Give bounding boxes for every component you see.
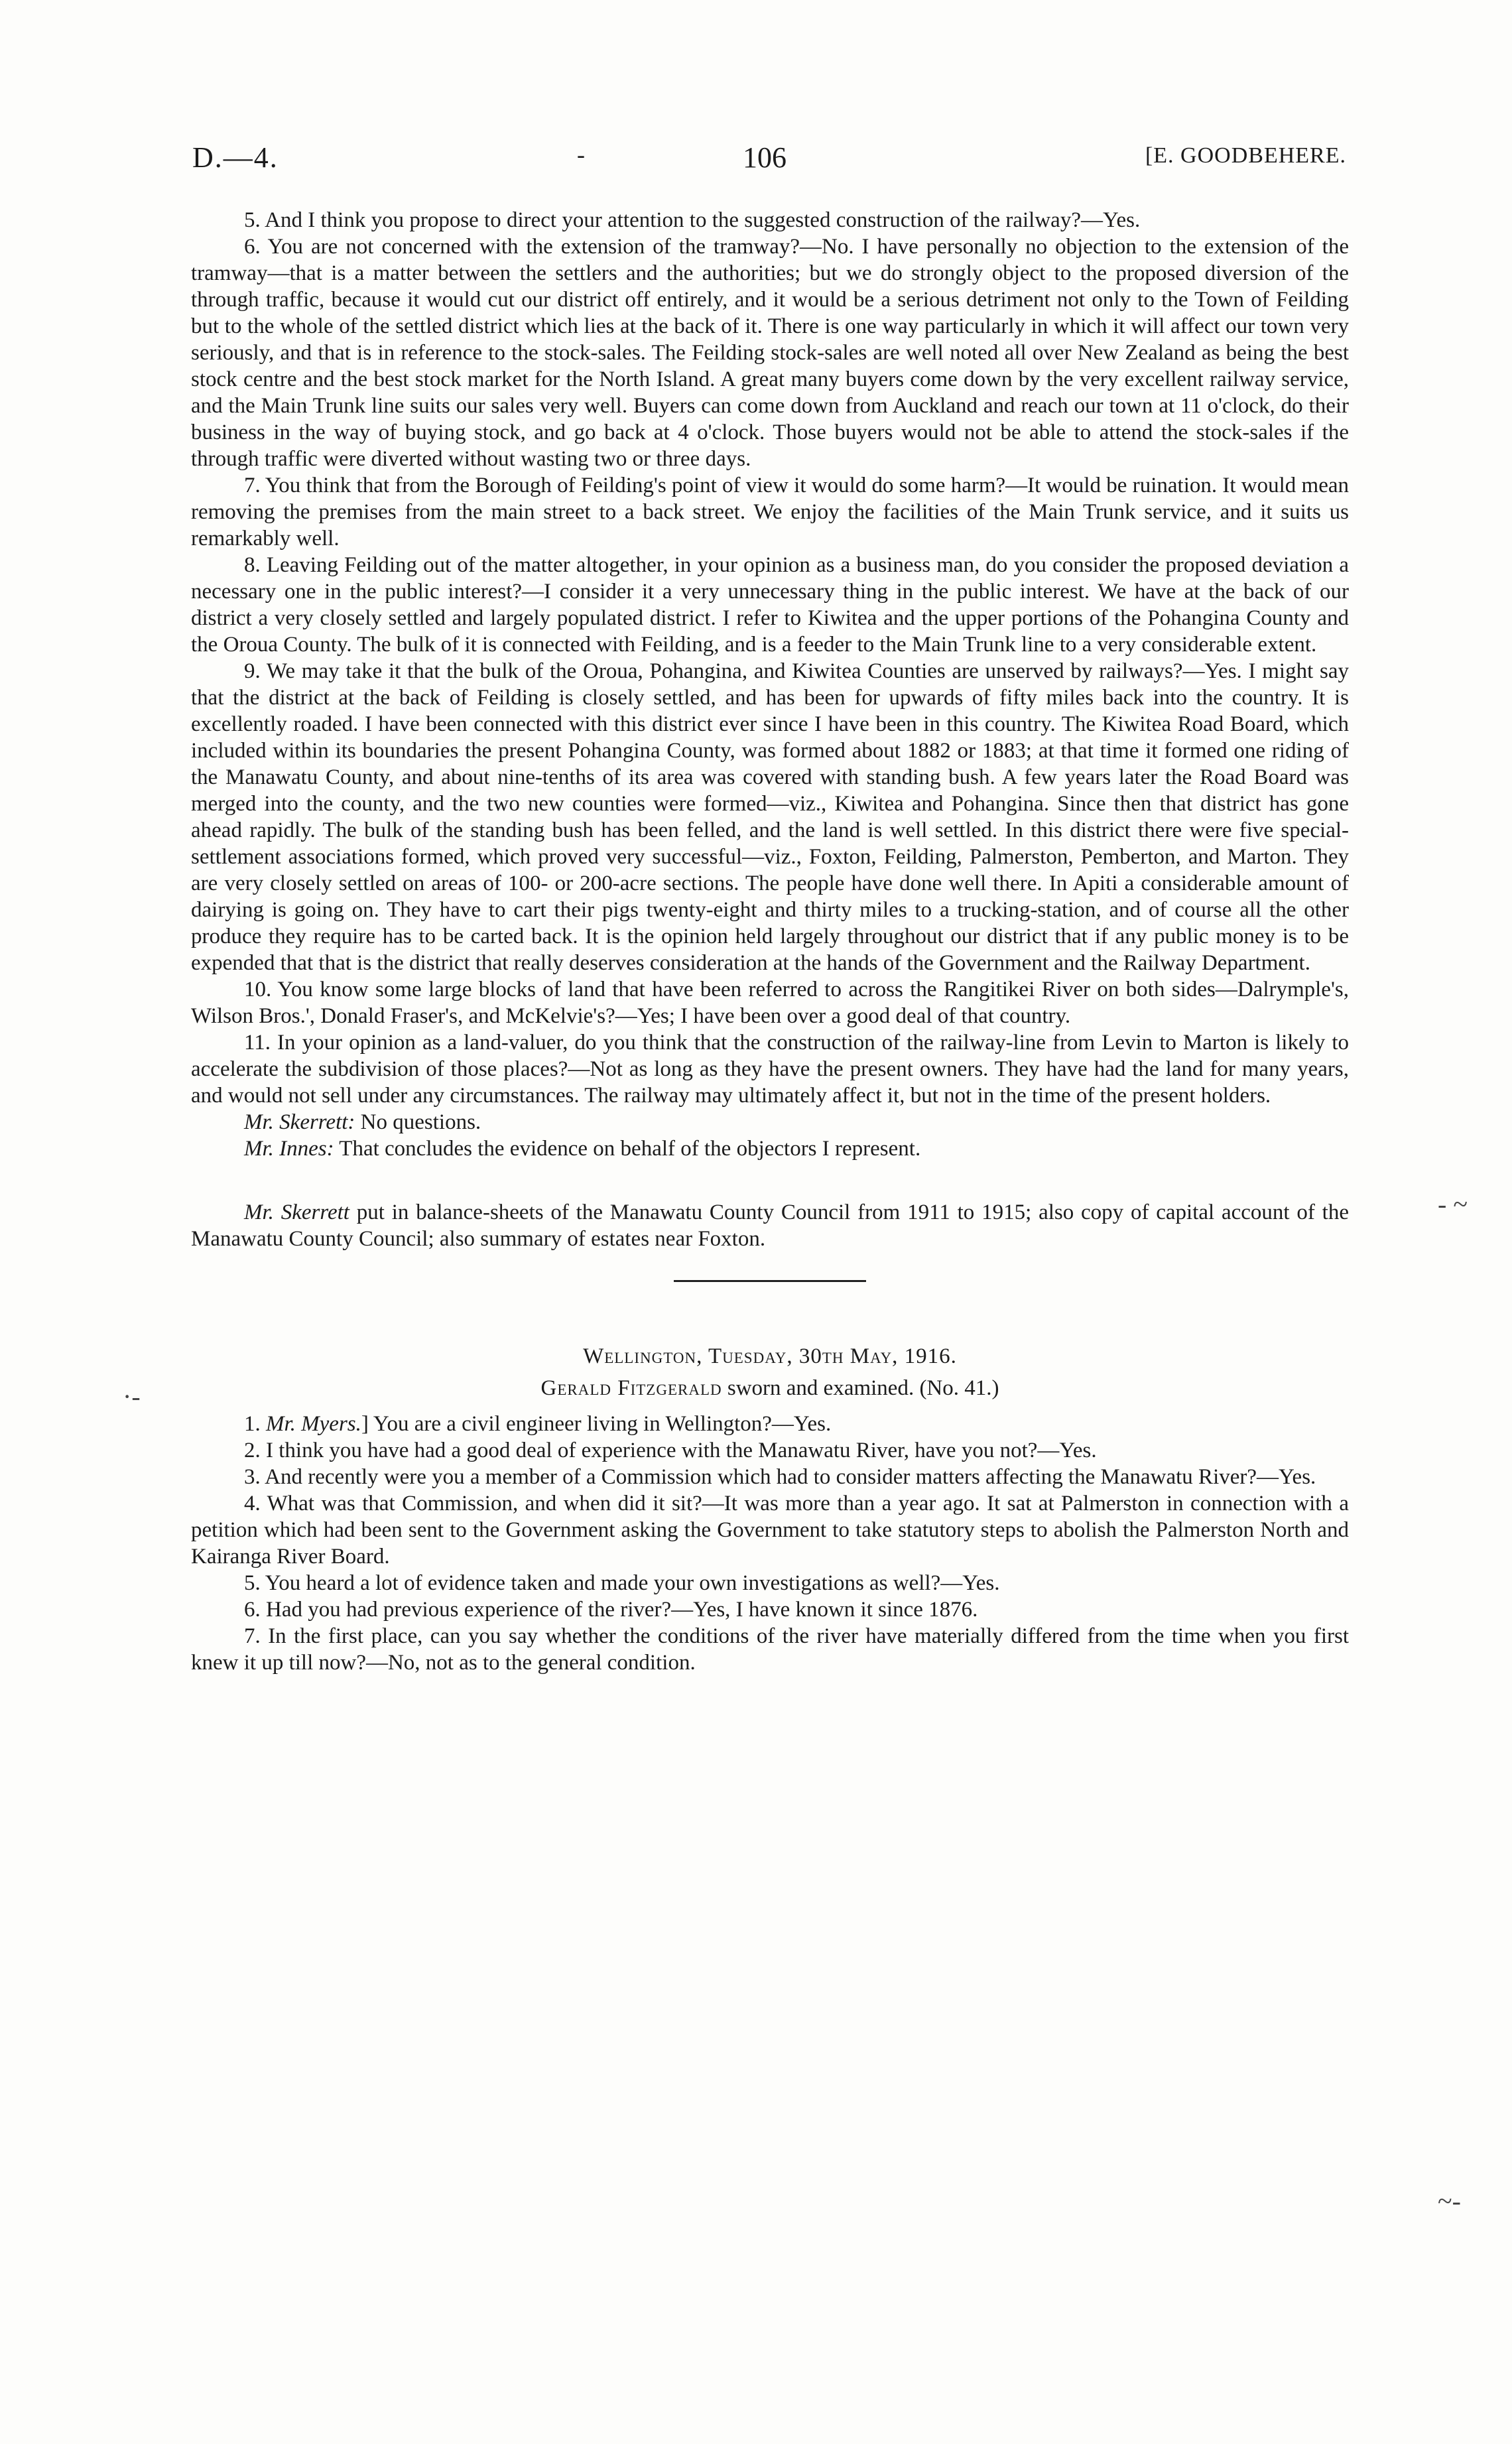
- paragraph-g7: 7. In the first place, can you say whether the conditions of the river have materially differed from the time when you first knew it up till now?—No, not as to the general condition.: [191, 1624, 1349, 1675]
- margin-mark: ·-: [123, 1382, 141, 1411]
- skerrett-text: No questions.: [355, 1110, 481, 1134]
- witness-heading: [191, 1375, 1349, 1401]
- balance-note-text: put in balance-sheets of the Manawatu County Council from 1911 to 1915; also copy of capital account of the Manawatu County Council; also summary of estates near Foxton.: [191, 1200, 1349, 1251]
- paragraph-g1: [191, 1411, 1349, 1437]
- innes-text: That concludes the evidence on behalf of the objectors I represent.: [334, 1137, 921, 1161]
- document-code: D.—4.: [192, 141, 279, 174]
- paragraph-g2: 2. I think you have had a good deal of experience with the Manawatu River, have you not?—Yes.: [244, 1439, 1097, 1462]
- skerrett-line: [191, 1109, 1349, 1135]
- paragraph-g3: 3. And recently were you a member of a Commission which had to consider matters affecting the Manawatu River?—Yes.: [244, 1465, 1316, 1489]
- innes-line: [191, 1135, 1349, 1162]
- witness-heading-text: sworn and examined. (No. 41.): [722, 1376, 999, 1400]
- paragraph-q6: 6. You are not concerned with the extension of the tramway?—No. I have personally no objection to the extension of the tramway—that is a matter between the settlers and the authorities; but we do strongly object to the proposed diversion of the through traffic, because it would cut our district off entirely, and it would be a serious detriment not only to the Town of Feilding but to the whole of the settled district which lies at the back of it. There is one way particularly in which it will affect our town very seriously, and that is in reference to the stock-sales. The Feilding stock-sales are well noted all over New Zealand as being the best stock centre and the best stock market for the North Island. A great many buyers come down by the very excellent railway service, and the Main Trunk line suits our sales very well. Buyers can come down from Auckland and reach our town at 11 o'clock, do their business in the way of buying stock, and go back at 4 o'clock. Those buyers would not be able to attend the stock-sales if the through traffic were diverted without wasting two or three days.: [191, 235, 1349, 471]
- speaker-skerrett: Mr. Skerrett:: [244, 1110, 355, 1134]
- q1-text: ] You are a civil engineer living in Wellington?—Yes.: [361, 1412, 832, 1436]
- paragraph-g5: 5. You heard a lot of evidence taken and made your own investigations as well?—Yes.: [244, 1571, 1000, 1595]
- paragraph-g6: 6. Had you had previous experience of the river?—Yes, I have known it since 1876.: [244, 1598, 978, 1622]
- session-heading: Wellington, Tuesday, 30th May, 1916.: [583, 1344, 957, 1368]
- page-number: 106: [743, 141, 787, 174]
- speaker-innes: Mr. Innes:: [244, 1137, 334, 1161]
- page-header: [192, 141, 1346, 180]
- balance-sheets-note: [191, 1199, 1349, 1252]
- paragraph-g4: 4. What was that Commission, and when did it sit?—It was more than a year ago. It sat at Palmerston in connection with a petition which had been sent to the Government asking the Government to take statutory steps to abolish the Palmerston North and Kairanga River Board.: [191, 1492, 1349, 1569]
- header-dash: -: [577, 141, 585, 168]
- paragraph-q5: 5. And I think you propose to direct your attention to the suggested construction of the railway?—Yes.: [244, 208, 1141, 232]
- paragraph-q9: 9. We may take it that the bulk of the Oroua, Pohangina, and Kiwitea Counties are unserved by railways?—Yes. I might say that the district at the back of Feilding is closely settled, and has been for upwards of fifty miles back into the country. It is excellently roaded. I have been connected with this district ever since I have been in this country. The Kiwitea Road Board, which included within its boundaries the present Pohangina County, was formed about 1882 or 1883; at that time it formed one riding of the Manawatu County, and about nine-tenths of its area was covered with standing bush. A few years later the Road Board was merged into the county, and the two new counties were formed—viz., Kiwitea and Pohangina. Since then that district has gone ahead rapidly. The bulk of the standing bush has been felled, and the land is well settled. In this district there were five special-settlement associations formed, which proved very successful—viz., Foxton, Feilding, Palmerston, Pemberton, and Marton. They are very closely settled on areas of 100- or 200-acre sections. The people have done well there. In Apiti a considerable amount of dairying is going on. They have to cart their pigs twenty-eight and thirty miles to a trucking-station, and of course all the other produce they require has to be carted back. It is the opinion held largely throughout our district that if any public money is to be expended that that is the district that really deserves consideration at the hands of the Government and the Railway Department.: [191, 659, 1349, 975]
- margin-mark: ~-: [1438, 2186, 1461, 2216]
- document-body: [191, 207, 1349, 1676]
- section-divider: [674, 1280, 866, 1282]
- paragraph-q8: 8. Leaving Feilding out of the matter altogether, in your opinion as a business man, do you consider the proposed deviation a necessary one in the public interest?—I consider it a very unnecessary thing in the public interest. We have at the back of our district a very closely settled and largely populated district. I refer to Kiwitea and the upper portions of the Pohangina County and the Oroua County. The bulk of it is connected with Feilding, and is a feeder to the Main Trunk line to a very considerable extent.: [191, 553, 1349, 657]
- speaker-skerrett-note: Mr. Skerrett: [244, 1200, 349, 1224]
- speaker-myers: Mr. Myers.: [266, 1412, 361, 1436]
- witness-name-header: [E. GOODBEHERE.: [1145, 143, 1346, 168]
- q1-prefix: 1.: [244, 1412, 266, 1436]
- paragraph-q10: 10. You know some large blocks of land that have been referred to across the Rangitikei River on both sides—Dalrymple's, Wilson Bros.', Donald Fraser's, and McKelvie's?—Yes; I have been over a good deal of that country.: [191, 978, 1349, 1028]
- paragraph-q7: 7. You think that from the Borough of Feilding's point of view it would do some harm?—It would be ruination. It would mean removing the premises from the main street to a back street. We enjoy the facilities of the Main Trunk service, and it suits us remarkably well.: [191, 474, 1349, 550]
- paragraph-q11: 11. In your opinion as a land-valuer, do you think that the construction of the railway-line from Levin to Marton is likely to accelerate the subdivision of those places?—Not as long as they have the present owners. They have had the land for many years, and would not sell under any circumstances. The railway may ultimately affect it, but not in the time of the present holders.: [191, 1031, 1349, 1108]
- witness-name: Gerald Fitzgerald: [540, 1376, 722, 1400]
- margin-mark: - ~: [1438, 1189, 1468, 1219]
